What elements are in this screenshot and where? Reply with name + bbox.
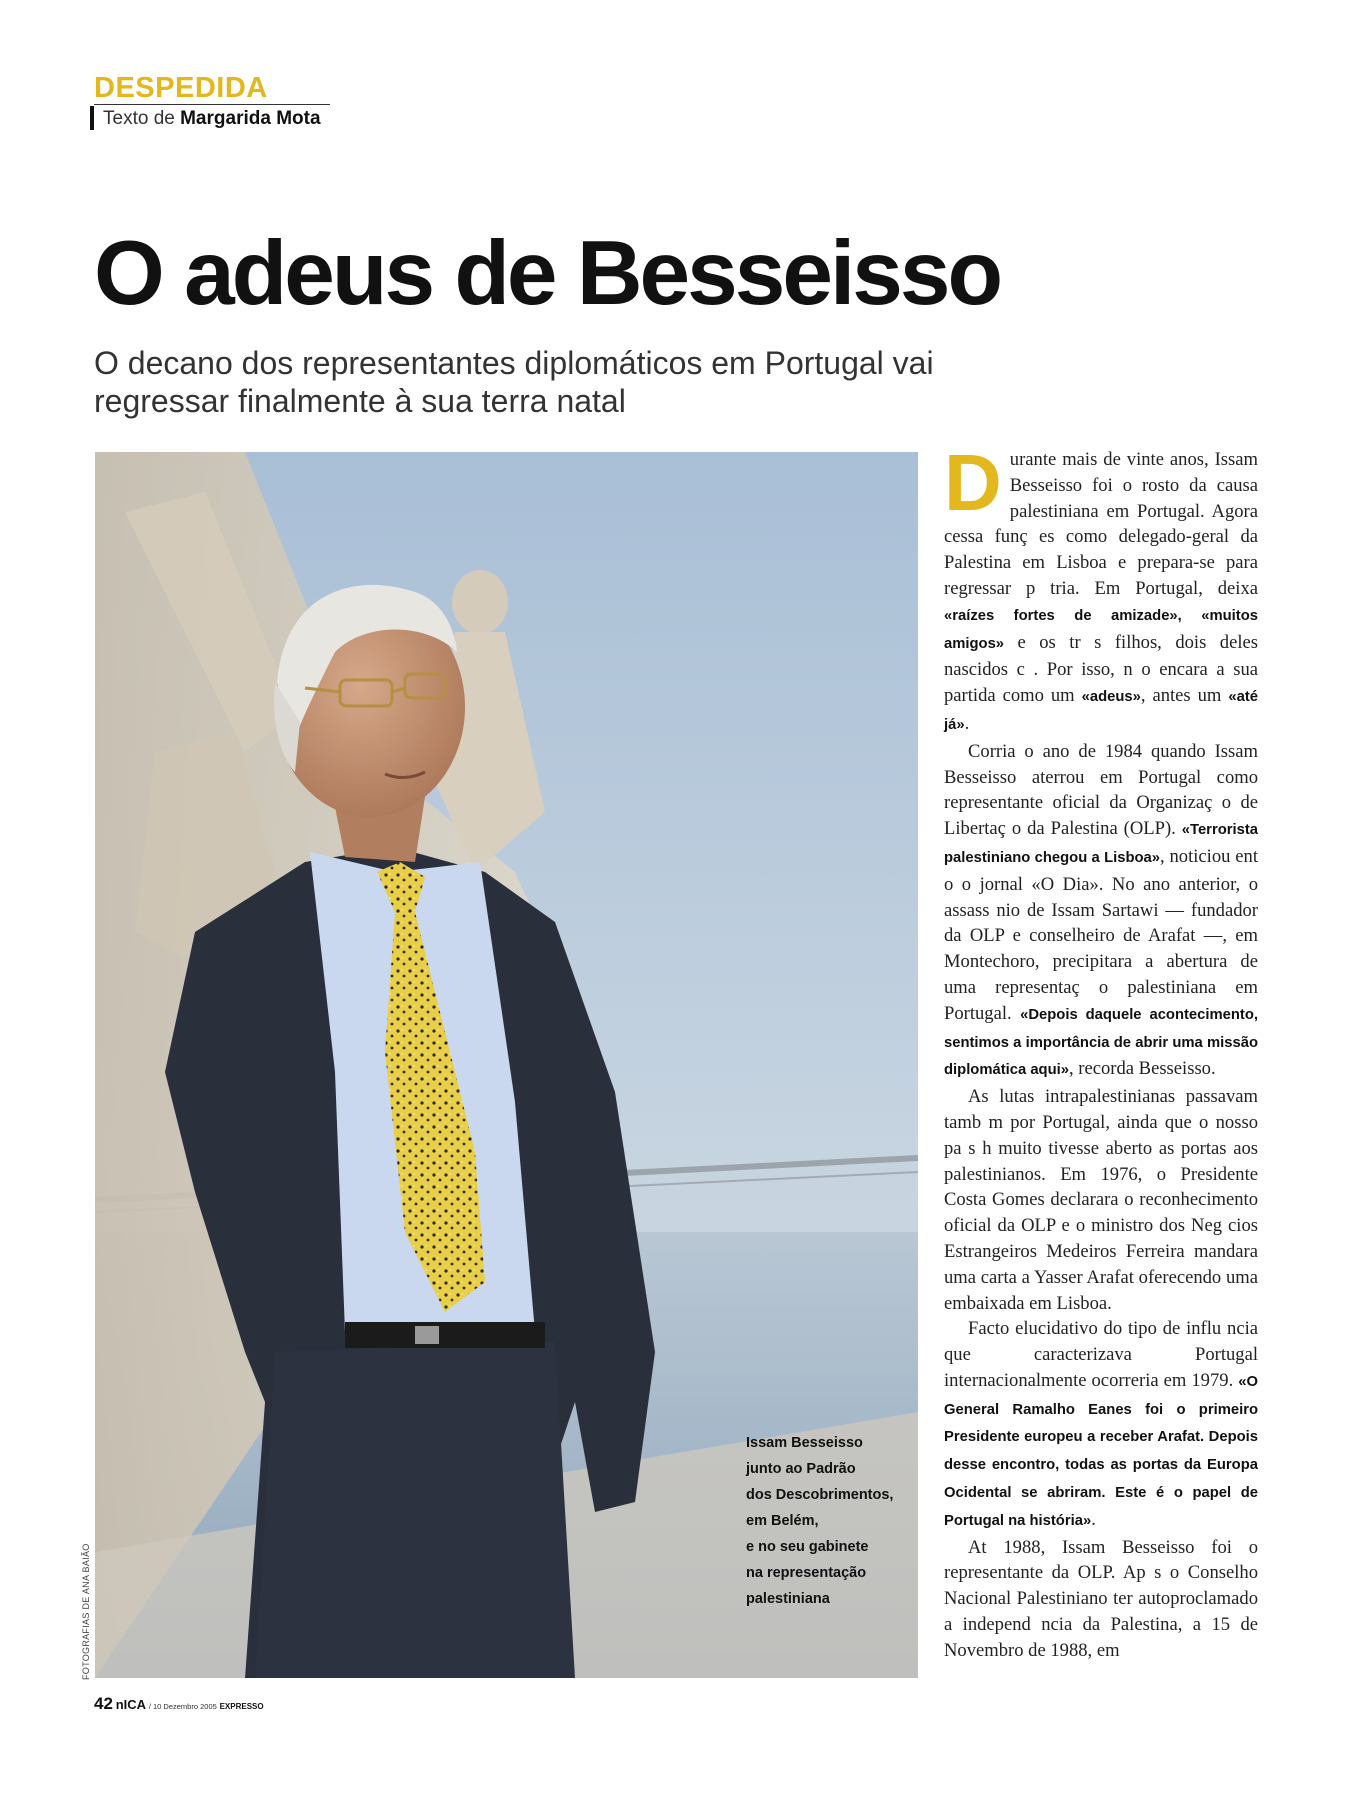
quote: «raízes fortes de amizade», «muitos amigos» — [944, 607, 1258, 652]
paragraph-text: . — [1091, 1508, 1096, 1530]
article-paragraph: At 1988, Issam Besseisso foi o representante da OLP. Ap s o Conselho Nacional Palestiniano ter autoproclamado a independ ncia da Palestina, a 15 de Novembro de 1988, em — [944, 1536, 1258, 1661]
paragraph-text: urante mais de vinte anos, Issam Besseisso foi o rosto da causa palestiniana em Portugal. Agora cessa funç es como delegado-geral da Palestina em Lisboa e prepara-se para regressar p tria. Em Portugal, deixa — [944, 449, 1258, 599]
quote: «O General Ramalho Eanes foi o primeiro Presidente europeu a receber Arafat. Depois desse encontro, todas as portas da Europa Ocidental se abriram. Este é o papel de Portugal na história» — [944, 1373, 1258, 1529]
photo-credit: FOTOGRAFIAS DE ANA BAIÃO — [81, 1543, 91, 1680]
publication-name: EXPRESSO — [219, 1702, 264, 1711]
byline-bar — [90, 106, 94, 130]
magazine-name: nICA — [115, 1697, 147, 1712]
section-rule — [94, 104, 330, 105]
caption-line: na representação — [746, 1565, 867, 1581]
photo-caption — [746, 1430, 916, 1612]
headline: O adeus de Besseisso — [94, 223, 1001, 324]
caption-line: e no seu gabinete — [746, 1539, 869, 1555]
paragraph-text: , recorda Besseisso. — [1068, 1058, 1216, 1080]
issue-date: / 10 Dezembro 2005 — [148, 1702, 217, 1711]
subhead: O decano dos representantes diplomáticos em Portugal vai regressar finalmente à sua terra natal — [94, 345, 934, 419]
paragraph-text: . — [964, 712, 970, 734]
quote: «adeus» — [1081, 689, 1141, 706]
article-paragraph — [944, 739, 1258, 1084]
byline — [103, 109, 321, 130]
quote: «Depois daquele acontecimento, sentimos a importância de abrir uma missão diplomática aqui» — [944, 1006, 1258, 1079]
caption-line: junto ao Padrão — [746, 1461, 856, 1477]
section-label: DESPEDIDA — [94, 72, 268, 104]
paragraph-text: Corria o ano de 1984 quando Issam Besseisso aterrou em Portugal como representante oficial da Organizaç o de Libertaç o da Palestina (OLP). — [944, 740, 1258, 840]
article-paragraph: As lutas intrapalestinianas passavam tamb m por Portugal, ainda que o nosso pa s h muito tivesse aberto as portas aos palestinianos. Em 1976, o Presidente Costa Gomes declarara o reconhecimento oficial da OLP e o ministro dos Neg cios Estrangeiros Medeiros Ferreira mandara uma carta a Yasser Arafat oferecendo uma embaixada em Lisboa. — [944, 1086, 1258, 1314]
quote: «até já» — [944, 689, 1258, 733]
page-footer — [94, 1695, 264, 1712]
byline-author: Margarida Mota — [180, 108, 321, 129]
caption-line: Issam Besseisso — [746, 1435, 863, 1451]
drop-cap: D — [944, 438, 1002, 527]
article-paragraph — [944, 438, 1258, 739]
paragraph-text: , noticiou ent o o jornal «O Dia». No ano anterior, o assass nio de Issam Sartawi — fundador da OLP e conselheiro de Arafat —, em Montechoro, precipitara a abertura de uma representaç o palestiniana em Portugal. — [944, 845, 1258, 1024]
page-number: 42 — [94, 1694, 113, 1713]
paragraph-text: , antes um — [1140, 685, 1229, 707]
article-paragraph — [944, 1316, 1258, 1534]
paragraph-text: Facto elucidativo do tipo de influ ncia que caracterizava Portugal internacionalmente ocorreria em 1979. — [944, 1318, 1258, 1391]
caption-line: palestiniana — [746, 1591, 830, 1607]
caption-line: dos Descobrimentos, — [746, 1487, 894, 1503]
caption-line: em Belém, — [746, 1513, 819, 1529]
byline-prefix: Texto de — [103, 108, 175, 129]
paragraph-text: e os tr s filhos, dois deles nascidos c . Por isso, n o encara a sua partida como um — [944, 631, 1258, 707]
article-body — [944, 438, 1258, 1664]
quote: «Terrorista palestiniano chegou a Lisboa» — [944, 822, 1258, 866]
